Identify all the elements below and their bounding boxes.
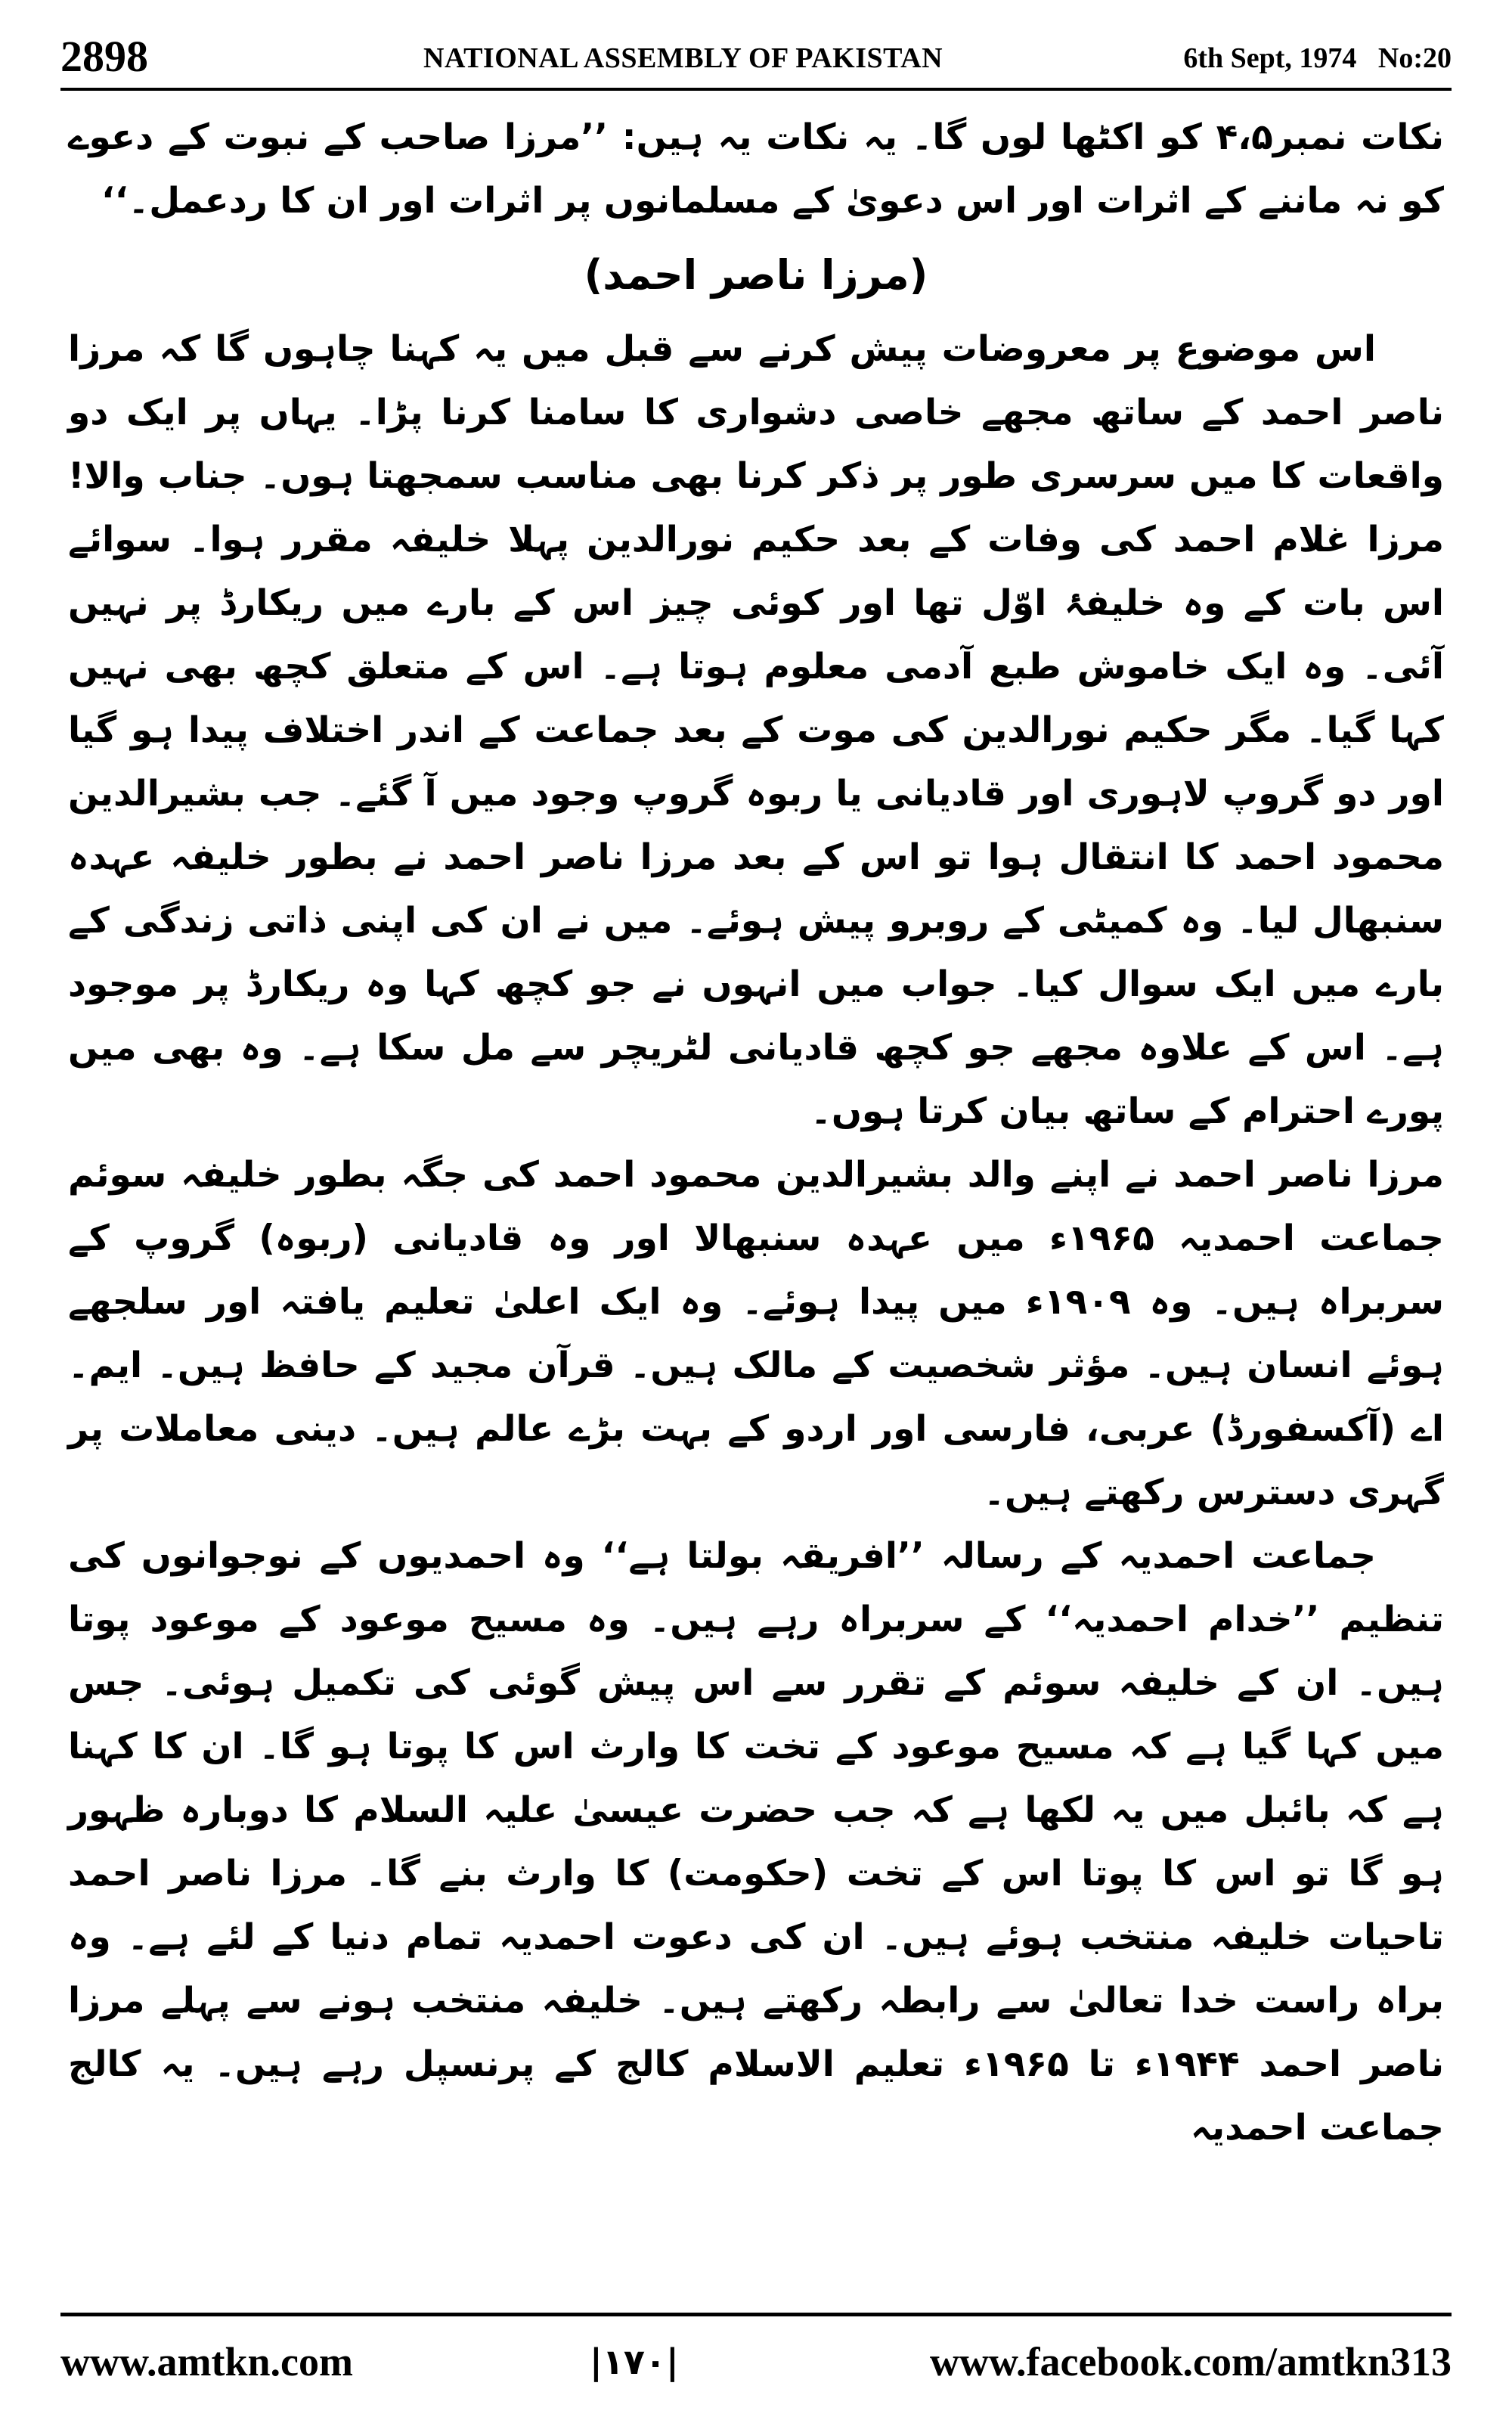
publication-title: NATIONAL ASSEMBLY OF PAKISTAN [423, 42, 943, 74]
intro-paragraph: نکات نمبر۴،۵ کو اکٹھا لوں گا۔ یہ نکات یہ ہیں: ’’مرزا صاحب کے نبوت کے دعوے کو نہ ماننے کے اثرات اور اس دعویٰ کے مسلمانوں پر اثرات اور ان کا ردعمل۔‘‘ [68, 116, 1444, 222]
facebook-link[interactable]: www.facebook.com/amtkn313 [930, 2339, 1452, 2384]
book-page-number: |۱۷۰| [590, 2341, 679, 2382]
website-link[interactable]: www.amtkn.com [60, 2339, 353, 2384]
paragraph: مرزا ناصر احمد نے اپنے والد بشیرالدین محمود احمد کی جگہ بطور خلیفہ سوئم جماعت احمدیہ ۱۹۶۵ء میں عہدہ سنبھالا اور وہ قادیانی (ربوہ) گروپ کے سربراہ ہیں۔ وہ ۱۹۰۹ء میں پیدا ہوئے۔ وہ ایک اعلیٰ تعلیم یافتہ اور سلجھے ہوئے انسان ہیں۔ مؤثر شخصیت کے مالک ہیں۔ قرآن مجید کے حافظ ہیں۔ ایم۔اے (آکسفورڈ) عربی، فارسی اور اردو کے بہت بڑے عالم ہیں۔ دینی معاملات پر گہری دسترس رکھتے ہیں۔ [68, 1154, 1445, 1513]
section-heading: (مرزا ناصر احمد) [584, 251, 928, 299]
body-text [68, 106, 1444, 2291]
paragraph: جماعت احمدیہ کے رسالہ ’’افریقہ بولتا ہے‘‘ وہ احمدیوں کے نوجوانوں کی تنظیم ’’خدام احمدیہ‘‘ کے سربراہ رہے ہیں۔ وہ مسیح موعود کے موعود پوتا ہیں۔ ان کے خلیفہ سوئم کے تقرر سے اس پیش گوئی کی تکمیل ہوئی۔ جس میں کہا گیا ہے کہ مسیح موعود کے تخت کا وارث اس کا پوتا ہو گا۔ ان کا کہنا ہے کہ بائبل میں یہ لکھا ہے کہ جب حضرت عیسیٰ علیہ السلام کا دوبارہ ظہور ہو گا تو اس کا پوتا اس کے تخت (حکومت) کا وارث بنے گا۔ مرزا ناصر احمد تاحیات خلیفہ منتخب ہوئے ہیں۔ ان کی دعوت احمدیہ تمام دنیا کے لئے ہے۔ وہ براہ راست خدا تعالیٰ سے رابطہ رکھتے ہیں۔ خلیفہ منتخب ہونے سے پہلے مرزا ناصر احمد ۱۹۴۴ء تا ۱۹۶۵ء تعلیم الاسلام کالج کے پرنسپل رہے ہیں۔ یہ کالج جماعت احمدیہ [68, 1535, 1444, 2149]
paragraph: اس موضوع پر معروضات پیش کرنے سے قبل میں یہ کہنا چاہوں گا کہ مرزا ناصر احمد کے ساتھ مجھے خاصی دشواری کا سامنا کرنا پڑا۔ یہاں پر ایک دو واقعات کا میں سرسری طور پر ذکر کرنا بھی مناسب سمجھتا ہوں۔ جناب والا! مرزا غلام احمد کی وفات کے بعد حکیم نورالدین پہلا خلیفہ مقرر ہوا۔ سوائے اس بات کے وہ خلیفۂ اوّل تھا اور کوئی چیز اس کے بارے میں ریکارڈ پر نہیں آئی۔ وہ ایک خاموش طبع آدمی معلوم ہوتا ہے۔ اس کے متعلق کچھ بھی نہیں کہا گیا۔ مگر حکیم نورالدین کی موت کے بعد جماعت کے اندر اختلاف پیدا ہو گیا اور دو گروپ لاہوری اور قادیانی یا ربوہ گروپ وجود میں آ گئے۔ جب بشیرالدین محمود احمد کا انتقال ہوا تو اس کے بعد مرزا ناصر احمد نے بطور خلیفہ عہدہ سنبھال لیا۔ وہ کمیٹی کے روبرو پیش ہوئے۔ میں نے ان کی اپنی ذاتی زندگی کے بارے میں ایک سوال کیا۔ جواب میں انہوں نے جو کچھ کہا وہ ریکارڈ پر موجود ہے۔ اس کے علاوہ مجھے جو کچھ قادیانی لٹریچر سے مل سکا ہے۔ وہ بھی میں پورے احترام کے ساتھ بیان کرتا ہوں۔ [68, 328, 1444, 1132]
page-number: 2898 [60, 32, 148, 81]
page-header [60, 30, 1452, 91]
session-date: 6th Sept, 1974 No:20 [1183, 42, 1452, 74]
footer-divider [60, 2313, 1452, 2316]
page-footer [60, 2328, 1452, 2396]
